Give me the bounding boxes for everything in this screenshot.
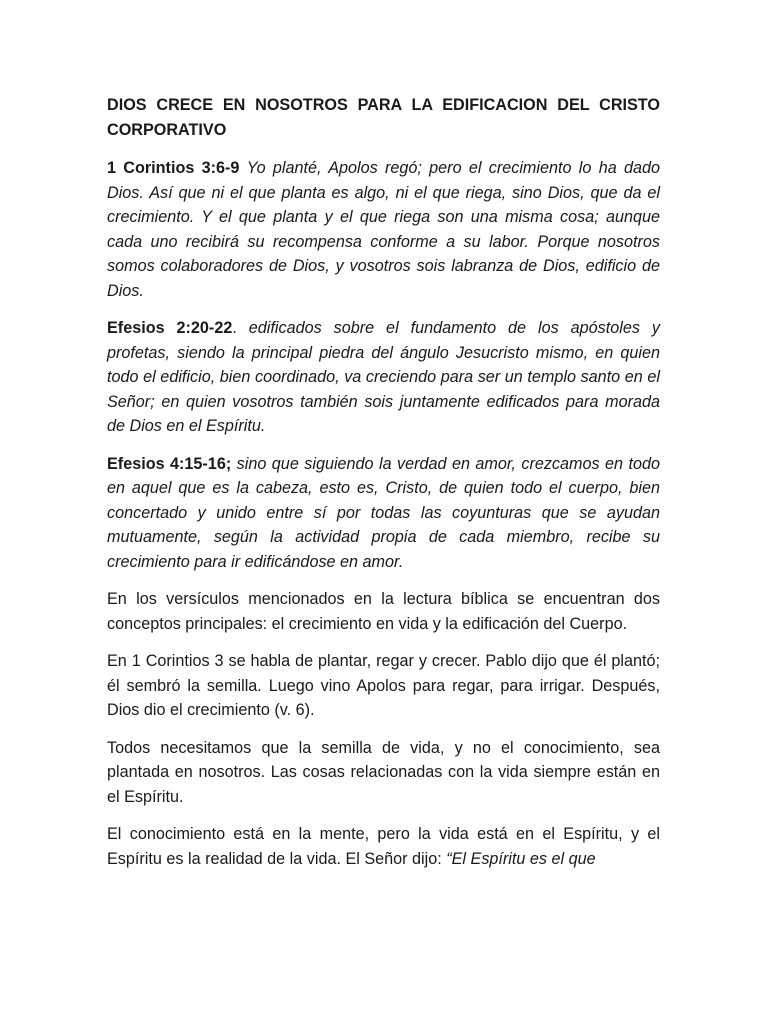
verse-text: edificados sobre el fundamento de los apóstoles y profetas, siendo la principal piedra del ángulo Jesucristo mismo, en quien todo el edificio, bien coordinado, va creciendo para ser un templo santo en el Señor; en quien vosotros también sois juntamente edificados para morada de Dios en el Espíritu. [107,319,660,435]
verse-reference: 1 Corintios 3:6-9 [107,159,240,177]
inline-quote: “El Espíritu es el que [446,849,596,868]
body-paragraph-1: En los versículos mencionados en la lectura bíblica se encuentran dos conceptos principales: el crecimiento en vida y la edificación del Cuerpo. [107,590,660,633]
document-page [107,93,660,884]
verse-text: sino que siguiendo la verdad en amor, crezcamos en todo en aquel que es la cabeza, esto es, Cristo, de quien todo el cuerpo, bien concertado y unido entre sí por todas las coyunturas que se ayudan mutuamente, según la actividad propia de cada miembro, recibe su crecimiento para ir edificándose en amor. [107,454,661,571]
verse-paragraph-3 [107,452,660,575]
body-paragraph-2: En 1 Corintios 3 se habla de plantar, regar y crecer. Pablo dijo que él plantó; él sembró la semilla. Luego vino Apolos para regar, para irrigar. Después, Dios dio el crecimiento (v. 6). [107,652,660,719]
body-paragraph-3: Todos necesitamos que la semilla de vida, y no el conocimiento, sea plantada en nosotros. Las cosas relacionadas con la vida siempre están en el Espíritu. [107,738,660,806]
paragraph-text: El conocimiento está en la mente, pero la vida está en el Espíritu, y el Espíritu es la realidad de la vida. El Señor dijo: [107,825,660,868]
verse-text: Yo planté, Apolos regó; pero el crecimiento lo ha dado Dios. Así que ni el que planta es algo, ni el que riega, sino Dios, que da el crecimiento. Y el que planta y el que riega son una misma cosa; aunque cada uno recibirá su recompensa conforme a su labor. Porque nosotros somos colaboradores de Dios, y vosotros sois labranza de Dios, edificio de Dios. [107,159,660,300]
document-title: DIOS CRECE EN NOSOTROS PARA LA EDIFICACION DEL CRISTO CORPORATIVO [107,96,660,139]
verse-separator: . [232,319,249,337]
verse-paragraph-2 [107,316,660,439]
verse-reference: Efesios 4:15-16; [107,454,232,473]
verse-reference: Efesios 2:20-22 [107,319,233,337]
body-paragraph-4 [107,822,660,871]
verse-separator [239,159,246,177]
verse-paragraph-1 [107,156,660,303]
